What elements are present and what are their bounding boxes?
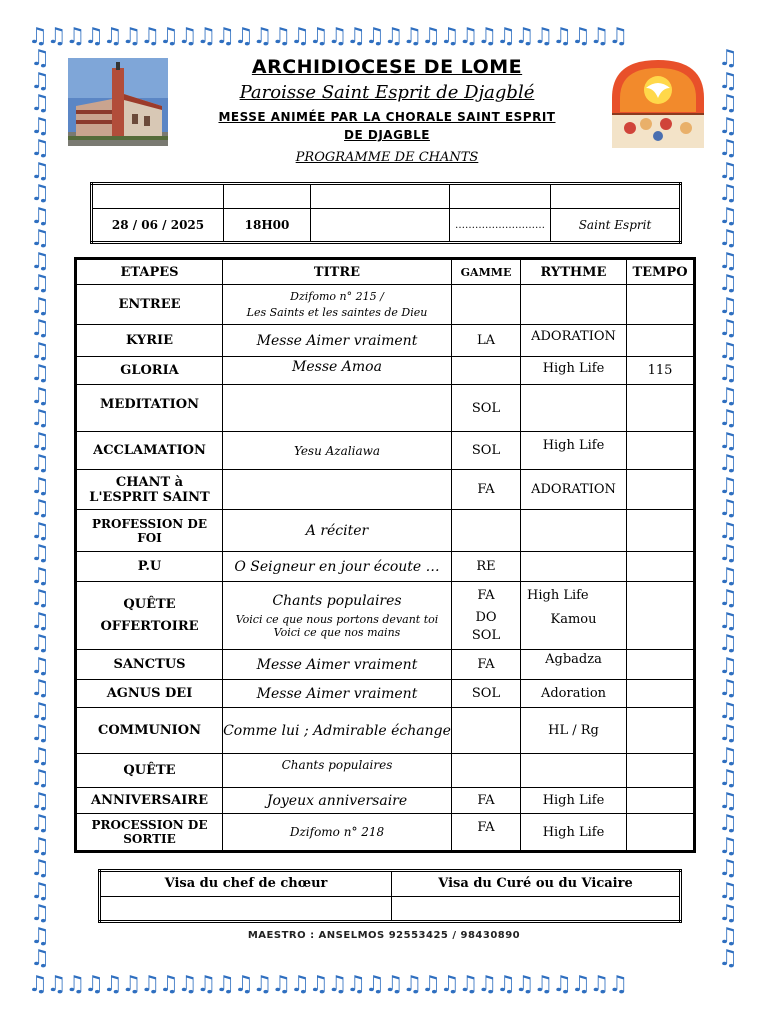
step-cell: AGNUS DEI [76,680,223,708]
table-header-row [76,259,695,285]
title-cell: Messe Aimer vraiment [223,680,452,708]
title-cell: Messe Aimer vraiment [223,325,452,357]
program-table [74,257,696,853]
gamme-cell [452,510,521,552]
date-value: 28 / 06 / 2025 [92,209,224,243]
table-row [76,432,695,470]
table-row [76,680,695,708]
table-row [76,357,695,385]
title-cell: Comme lui ; Admirable échange [223,708,452,754]
title-cell: O Seigneur en jour écoute … [223,552,452,582]
header-titre: TITRE [223,259,452,285]
step-cell: KYRIE [76,325,223,357]
visa-cure-label: Visa du Curé ou du Vicaire [392,871,681,897]
gamme-cell [452,285,521,325]
music-note-icon: ♫♫♫♫♫♫♫♫♫♫♫♫♫♫♫♫♫♫♫♫♫♫♫♫♫♫♫♫♫♫♫♫ [28,24,628,49]
header-rythme: RYTHME [521,259,627,285]
rythme-cell: High Life [521,814,627,852]
table-row [76,708,695,754]
tempo-cell [627,325,695,357]
step-cell [76,814,223,852]
tempo-cell [627,510,695,552]
title-cell [223,470,452,510]
rythme-line: High Life [527,588,589,603]
gamme-cell [452,357,521,385]
title-cell: Yesu Azaliawa [223,432,452,470]
gamme-cell [452,708,521,754]
title-cell: Joyeux anniversaire [223,788,452,814]
music-note-icon: ♫ ♫ ♫ ♫ ♫ ♫ ♫ ♫ ♫ ♫ ♫ ♫ ♫ ♫ ♫ ♫ ♫ ♫ ♫ ♫ ♫ ♫ ♫ ♫ ♫ ♫ ♫ ♫ ♫ ♫ ♫ ♫ ♫ ♫ ♫ ♫ ♫ ♫ ♫ ♫ ♫ [718,46,738,971]
tempo-cell [627,650,695,680]
gamme-cell: FA [452,650,521,680]
parish-name: Paroisse Saint Esprit de Djagblé [239,82,535,103]
tempo-cell [627,754,695,788]
header-tempo: TEMPO [627,259,695,285]
gamme-cell: SOL [452,432,521,470]
step-cell: SANCTUS [76,650,223,680]
title-line: Les Saints et les saintes de Dieu [246,305,428,319]
dots-value: ……………………… [450,209,551,243]
rythme-cell: High Life [521,432,627,470]
step-line: OFFERTOIRE [100,618,199,634]
church-building-image [68,58,168,146]
step-line: PROCESSION DE [91,818,208,832]
music-note-icon: ♫ ♫ ♫ ♫ ♫ ♫ ♫ ♫ ♫ ♫ ♫ ♫ ♫ ♫ ♫ ♫ ♫ ♫ ♫ ♫ ♫ ♫ ♫ ♫ ♫ ♫ ♫ ♫ ♫ ♫ ♫ ♫ ♫ ♫ ♫ ♫ ♫ ♫ ♫ ♫ ♫ [30,46,50,971]
visa-cure-signature [392,896,681,922]
table-row [76,552,695,582]
rythme-line: Kamou [550,612,597,627]
info-cell [450,184,551,209]
step-cell [76,510,223,552]
gamme-cell: FA [452,470,521,510]
archdiocese-title: ARCHIDIOCESE DE LOME [251,56,523,78]
holy-spirit-stained-glass-image [610,58,706,148]
tempo-cell: 115 [627,357,695,385]
visa-chef-label: Visa du chef de chœur [100,871,392,897]
table-row [76,788,695,814]
table-row [76,814,695,852]
rythme-cell: ADORATION [521,470,627,510]
rythme-cell [521,510,627,552]
tempo-cell [627,680,695,708]
title-cell [223,582,452,650]
info-cell [311,184,450,209]
title-cell: Messe Aimer vraiment [223,650,452,680]
table-row [76,650,695,680]
rythme-cell [521,285,627,325]
rythme-cell: ADORATION [521,325,627,357]
title-cell: A réciter [223,510,452,552]
rythme-cell [521,385,627,432]
tempo-cell [627,470,695,510]
step-line: CHANT à [115,474,184,490]
gamme-cell [452,754,521,788]
mass-description [170,108,604,144]
gamme-line: FA [477,587,495,603]
table-row [76,510,695,552]
title-cell [223,285,452,325]
title-line: Voici ce que nos mains [273,625,401,639]
step-line: SORTIE [123,832,176,846]
info-cell [311,209,450,243]
info-cell [224,184,311,209]
title-line: Voici ce que nous portons devant toi [235,612,439,626]
title-line: Dzifomo n° 215 / [290,289,384,303]
choir-value: Saint Esprit [551,209,681,243]
step-cell: GLORIA [76,357,223,385]
header-etapes: ETAPES [76,259,223,285]
table-row [76,385,695,432]
tempo-cell [627,814,695,852]
tempo-cell [627,582,695,650]
step-line: FOI [137,530,162,545]
step-line: QUÊTE [123,596,176,612]
step-cell: COMMUNION [76,708,223,754]
step-cell: ACCLAMATION [76,432,223,470]
rythme-cell: Agbadza [521,650,627,680]
time-value: 18H00 [224,209,311,243]
tempo-cell [627,285,695,325]
header-gamme: GAMME [452,259,521,285]
info-cell [92,184,224,209]
table-row [76,754,695,788]
visa-table [98,869,682,923]
step-cell: QUÊTE [76,754,223,788]
gamme-line: DO [475,609,497,625]
title-cell: Dzifomo n° 218 [223,814,452,852]
gamme-line: SOL [471,627,501,643]
tempo-cell [627,788,695,814]
gamme-cell: FA [452,814,521,852]
tempo-cell [627,432,695,470]
gamme-cell: LA [452,325,521,357]
tempo-cell [627,385,695,432]
gamme-cell: FA [452,788,521,814]
table-row [76,582,695,650]
tempo-cell [627,552,695,582]
visa-chef-signature [100,896,392,922]
music-note-icon: ♫♫♫♫♫♫♫♫♫♫♫♫♫♫♫♫♫♫♫♫♫♫♫♫♫♫♫♫♫♫♫♫ [28,972,628,997]
programme-title: PROGRAMME DE CHANTS [295,150,479,165]
step-cell: ENTREE [76,285,223,325]
table-row [76,470,695,510]
step-cell: P.U [76,552,223,582]
rythme-cell [521,754,627,788]
gamme-cell: SOL [452,385,521,432]
table-row [76,285,695,325]
table-row [76,325,695,357]
maestro-footer: MAESTRO : ANSELMOS 92553425 / 98430890 [247,930,521,941]
rythme-cell [521,582,627,650]
step-cell: MEDITATION [76,385,223,432]
gamme-cell: SOL [452,680,521,708]
step-line: PROFESSION DE [92,516,207,531]
tempo-cell [627,708,695,754]
mass-line-1: MESSE ANIMÉE PAR LA CHORALE SAINT ESPRIT [218,110,556,124]
info-cell [551,184,681,209]
rythme-cell [521,552,627,582]
title-cell [223,385,452,432]
title-cell: Messe Amoa [223,357,452,385]
rythme-cell: High Life [521,357,627,385]
title-line: Chants populaires [272,592,402,609]
rythme-cell: HL / Rg [521,708,627,754]
rythme-cell: High Life [521,788,627,814]
title-cell: Chants populaires [223,754,452,788]
mass-line-2: DE DJAGBLE [344,128,430,142]
step-cell: ANNIVERSAIRE [76,788,223,814]
info-table [90,182,682,244]
step-cell [76,470,223,510]
step-cell [76,582,223,650]
gamme-cell: RE [452,552,521,582]
step-line: L'ESPRIT SAINT [89,489,210,505]
rythme-cell: Adoration [521,680,627,708]
gamme-cell [452,582,521,650]
